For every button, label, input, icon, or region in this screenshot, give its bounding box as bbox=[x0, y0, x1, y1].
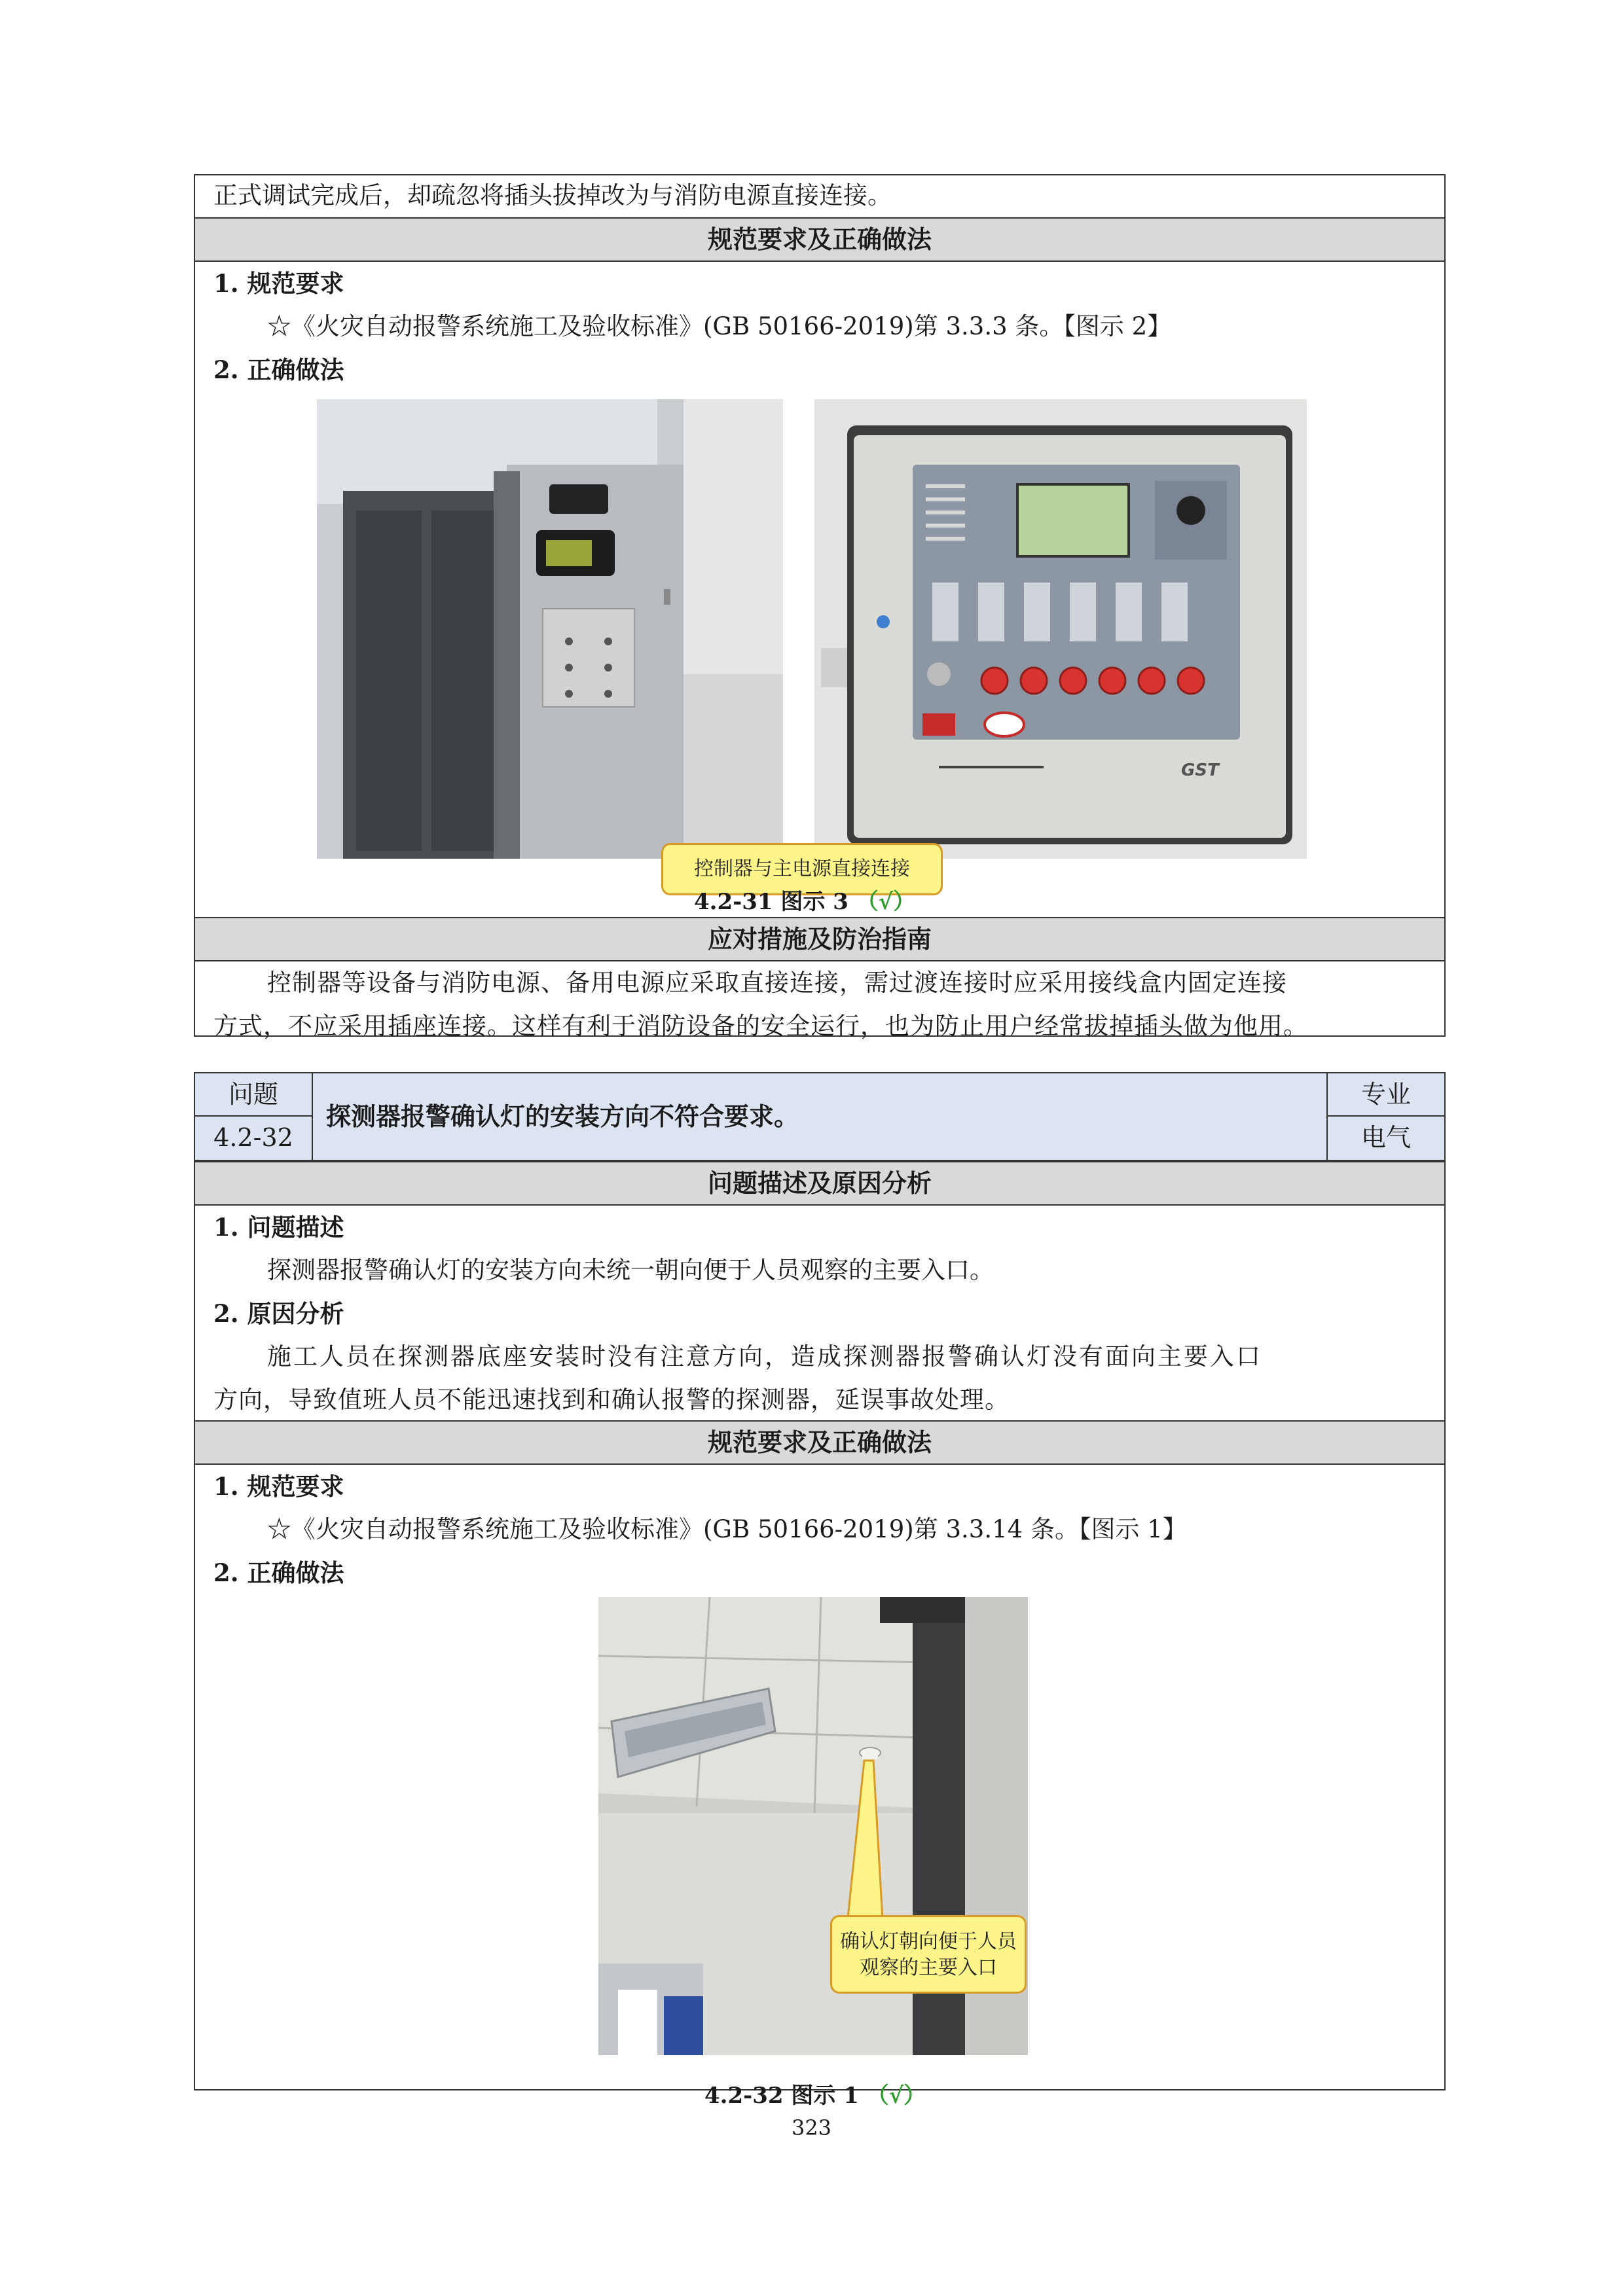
norm-title-2: 1. 规范要求 bbox=[213, 1472, 344, 1501]
section-header-norm-2: 规范要求及正确做法 bbox=[195, 1422, 1444, 1465]
section-header-measures: 应对措施及防治指南 bbox=[195, 918, 1444, 961]
photo-cabinet bbox=[317, 399, 783, 859]
check-mark-icon: （√） bbox=[856, 889, 916, 915]
section-header-norm: 规范要求及正确做法 bbox=[195, 219, 1444, 262]
caption-bottom bbox=[704, 2077, 926, 2109]
correct-title: 2. 正确做法 bbox=[213, 355, 344, 384]
control-panel-illustration bbox=[814, 399, 1307, 859]
callout-top-text: 控制器与主电源直接连接 bbox=[694, 857, 910, 880]
top-table bbox=[194, 174, 1446, 1040]
problem-number: 4.2-32 bbox=[195, 1117, 313, 1160]
intro-row bbox=[195, 175, 1444, 219]
problem-header-table bbox=[194, 1072, 1446, 1161]
cause-line-2: 方向，导致值班人员不能迅速找到和确认报警的探测器，延误事故处理。 bbox=[213, 1386, 1010, 1414]
callout-bottom bbox=[830, 1915, 1027, 1994]
caption-bottom-text: 4.2-32 图示 1 bbox=[704, 2083, 859, 2109]
caption-top-text: 4.2-31 图示 3 bbox=[694, 889, 848, 915]
cabinet-illustration bbox=[317, 399, 783, 859]
norm-text: ☆《火灾自动报警系统施工及验收标准》(GB 50166-2019)第 3.3.3 条。【图示 2】 bbox=[267, 312, 1172, 340]
desc-title: 1. 问题描述 bbox=[213, 1213, 344, 1242]
page-number: 323 bbox=[791, 2115, 832, 2140]
cause-title: 2. 原因分析 bbox=[213, 1299, 344, 1328]
major-value: 电气 bbox=[1360, 1123, 1411, 1152]
caption-top bbox=[694, 884, 915, 916]
norm-text-2: ☆《火灾自动报警系统施工及验收标准》(GB 50166-2019)第 3.3.14 条。【图示 1】 bbox=[267, 1515, 1187, 1543]
measures-line-2: 方式，不应采用插座连接。这样有利于消防设备的安全运行，也为防止用户经常拔掉插头做为他用。 bbox=[213, 1012, 1308, 1040]
norm-title: 1. 规范要求 bbox=[213, 269, 344, 298]
callout-bottom-text: 确认灯朝向便于人员观察的主要入口 bbox=[840, 1930, 1017, 1979]
check-mark-icon-2: （√） bbox=[866, 2083, 926, 2109]
norm-content-2 bbox=[195, 1465, 1444, 2132]
measures-content bbox=[195, 961, 1444, 1048]
desc-content bbox=[195, 1206, 1444, 1422]
section-header-desc: 问题描述及原因分析 bbox=[195, 1162, 1444, 1206]
photo-control-panel bbox=[814, 399, 1307, 859]
norm-content bbox=[195, 262, 1444, 918]
problem-title: 探测器报警确认灯的安装方向不符合要求。 bbox=[313, 1073, 1328, 1160]
label-problem: 问题 bbox=[195, 1073, 313, 1117]
intro-line: 正式调试完成后，却疏忽将插头拔掉改为与消防电源直接连接。 bbox=[213, 181, 892, 209]
label-major: 专业 bbox=[1328, 1073, 1444, 1117]
desc-text: 探测器报警确认灯的安装方向未统一朝向便于人员观察的主要入口。 bbox=[267, 1256, 994, 1284]
measures-line-1: 控制器等设备与消防电源、备用电源应采取直接连接，需过渡连接时应采用接线盒内固定连接 bbox=[267, 969, 1287, 997]
cause-line-1: 施工人员在探测器底座安装时没有注意方向，造成探测器报警确认灯没有面向主要入口 bbox=[267, 1342, 1262, 1371]
panel-brand-text: GST bbox=[1181, 761, 1219, 780]
bottom-table bbox=[194, 1161, 1446, 2109]
correct-title-2: 2. 正确做法 bbox=[213, 1558, 344, 1587]
